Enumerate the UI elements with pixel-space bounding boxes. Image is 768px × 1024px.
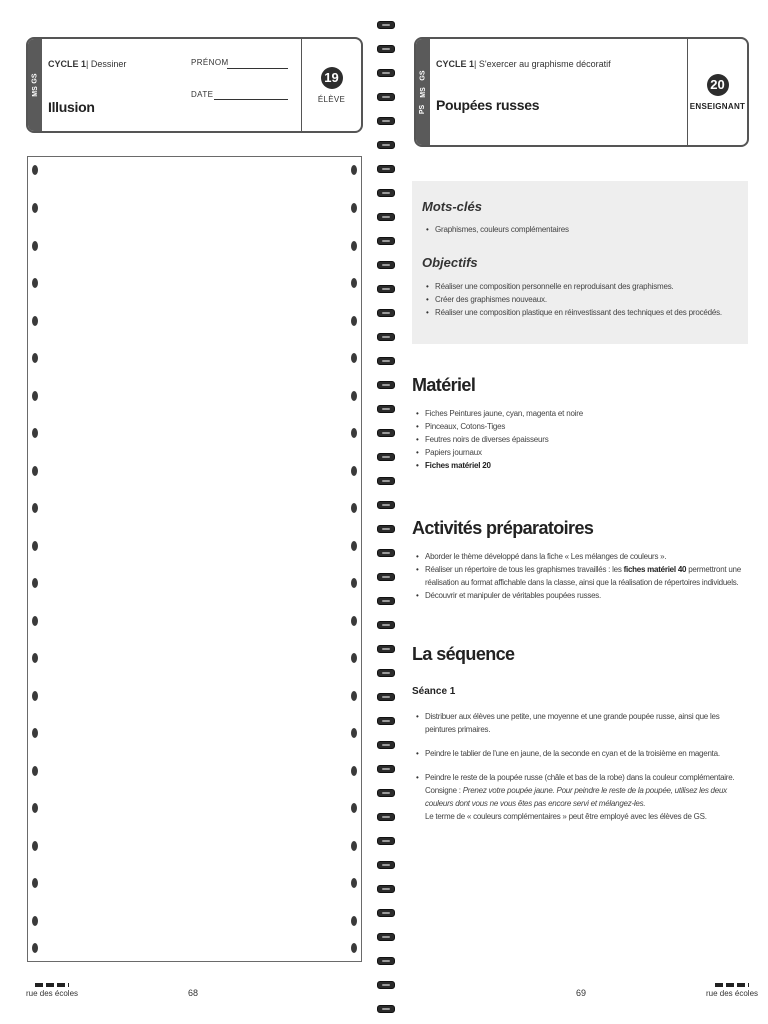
list-item: [416, 563, 746, 589]
preparatory-list: [416, 550, 746, 602]
spiral-ring: [377, 525, 395, 533]
sheet-number-cell: [687, 39, 747, 145]
sheet-number-badge: 20: [707, 74, 729, 96]
note-text: Le terme de « couleurs complémentaires » peut être employé avec les élèves de GS.: [425, 812, 707, 821]
punch-hole: [32, 241, 38, 251]
objectives-list: [426, 280, 722, 319]
level-label: GS: [31, 73, 39, 84]
punch-hole: [32, 578, 38, 588]
sequence-heading: La séquence: [412, 644, 515, 664]
right-header-card: [414, 37, 749, 147]
punch-hole: [32, 428, 38, 438]
punch-hole: [351, 616, 357, 626]
spiral-ring: [377, 573, 395, 581]
keywords-list: [426, 223, 569, 236]
objectives-heading: Objectifs: [422, 255, 478, 270]
bold-reference: fiches matériel 40: [623, 565, 687, 574]
sheet-number-badge: 19: [321, 67, 343, 89]
punch-hole: [351, 428, 357, 438]
spiral-ring: [377, 1005, 395, 1013]
punch-hole: [351, 241, 357, 251]
spiral-ring: [377, 741, 395, 749]
spiral-ring: [377, 549, 395, 557]
page-number: 69: [576, 988, 587, 998]
spiral-ring: [377, 333, 395, 341]
spiral-ring: [377, 381, 395, 389]
punch-hole: [351, 353, 357, 363]
spiral-ring: [377, 885, 395, 893]
list-item: • Réaliser une composition personnelle en reproduisant des graphismes.: [426, 280, 722, 293]
spiral-ring: [377, 165, 395, 173]
punch-hole: [32, 653, 38, 663]
punch-hole: [32, 841, 38, 851]
level-bar: [416, 39, 430, 145]
punch-hole: [351, 541, 357, 551]
punch-hole: [32, 691, 38, 701]
left-header-card: [26, 37, 363, 133]
spiral-ring: [377, 597, 395, 605]
spiral-ring: [377, 765, 395, 773]
punch-hole: [351, 165, 357, 175]
role-label: ÉLÈVE: [317, 94, 346, 104]
cycle-label: CYCLE 1: [436, 59, 475, 69]
punch-hole: [351, 578, 357, 588]
spiral-ring: [377, 429, 395, 437]
spiral-ring: [377, 69, 395, 77]
punch-hole: [351, 803, 357, 813]
level-label: MS: [419, 86, 427, 98]
punch-hole: [351, 653, 357, 663]
logo-mark: [35, 983, 69, 987]
drawing-area[interactable]: [27, 156, 362, 962]
cycle-line: [48, 59, 126, 69]
text-segment: permettront une réalisation au format affichable dans la classe, ainsi que la réalisation de répertoires individuels.: [425, 565, 741, 587]
punch-hole: [351, 203, 357, 213]
publisher-logo: [26, 983, 78, 998]
spiral-ring: [377, 981, 395, 989]
cycle-domain: | S'exercer au graphisme décoratif: [474, 59, 611, 69]
level-label: PS: [419, 104, 427, 114]
punch-hole: [32, 728, 38, 738]
level-bar: [28, 39, 42, 131]
punch-hole: [32, 316, 38, 326]
text-segment: Peindre le reste de la poupée russe (châle et bas de la robe) dans la couleur complémentaire.: [425, 773, 735, 782]
punch-hole: [32, 943, 38, 953]
spiral-ring: [377, 621, 395, 629]
punch-hole: [351, 728, 357, 738]
spiral-ring: [377, 21, 395, 29]
punch-hole: [32, 165, 38, 175]
date-field[interactable]: [214, 99, 288, 100]
spiral-ring: [377, 933, 395, 941]
left-page: [0, 0, 378, 1024]
level-label: MS: [31, 86, 39, 97]
punch-hole: [351, 466, 357, 476]
spiral-ring: [377, 405, 395, 413]
list-item: • Graphismes, couleurs complémentaires: [426, 223, 569, 236]
list-item: [416, 771, 746, 823]
spiral-ring: [377, 309, 395, 317]
spiral-ring: [377, 285, 395, 293]
punch-hole: [351, 316, 357, 326]
spiral-ring: [377, 453, 395, 461]
cycle-line: [436, 59, 611, 69]
punch-hole: [351, 841, 357, 851]
date-label: DATE: [191, 90, 214, 99]
spiral-ring: [377, 813, 395, 821]
punch-hole: [351, 943, 357, 953]
firstname-field[interactable]: [227, 68, 288, 69]
spiral-ring: [377, 717, 395, 725]
instruction-label: Consigne :: [425, 786, 463, 795]
keywords-objectives-box: [412, 181, 748, 344]
materials-list: [416, 407, 583, 472]
list-item: • Peindre le tablier de l'une en jaune, de la seconde en cyan et de la troisième en magenta.: [416, 747, 746, 760]
punch-hole: [32, 203, 38, 213]
spiral-ring: [377, 237, 395, 245]
cycle-domain: | Dessiner: [86, 59, 127, 69]
list-item: • Aborder le thème développé dans la fiche « Les mélanges de couleurs ».: [416, 550, 746, 563]
session-title: Séance 1: [412, 686, 456, 697]
spiral-ring: [377, 645, 395, 653]
list-item: • Distribuer aux élèves une petite, une moyenne et une grande poupée russe, ainsi que les peintures primaires.: [416, 710, 746, 736]
punch-hole: [32, 503, 38, 513]
punch-hole: [351, 391, 357, 401]
list-item: • Feutres noirs de diverses épaisseurs: [416, 433, 583, 446]
spiral-ring: [377, 261, 395, 269]
punch-hole: [351, 503, 357, 513]
spiral-ring: [377, 909, 395, 917]
spiral-ring: [377, 357, 395, 365]
right-page: [394, 0, 768, 1024]
list-item: • Fiches Peintures jaune, cyan, magenta et noire: [416, 407, 583, 420]
logo-mark: [715, 983, 749, 987]
list-item: • Pinceaux, Cotons-Tiges: [416, 420, 583, 433]
punch-hole: [32, 353, 38, 363]
punch-hole: [351, 878, 357, 888]
spiral-ring: [377, 669, 395, 677]
sheet-number-cell: [301, 39, 361, 131]
level-label: GS: [419, 69, 427, 81]
list-item: • Créer des graphismes nouveaux.: [426, 293, 722, 306]
keywords-heading: Mots-clés: [422, 199, 482, 214]
spiral-ring: [377, 117, 395, 125]
spiral-ring: [377, 477, 395, 485]
spiral-ring: [377, 861, 395, 869]
list-item: • Découvrir et manipuler de véritables poupées russes.: [416, 589, 746, 602]
punch-hole: [32, 466, 38, 476]
spiral-ring: [377, 93, 395, 101]
list-item: • Fiches matériel 20: [416, 459, 583, 472]
punch-hole: [32, 616, 38, 626]
spiral-ring: [377, 837, 395, 845]
spiral-ring: [377, 957, 395, 965]
firstname-label: PRÉNOM: [191, 58, 229, 67]
punch-hole: [32, 878, 38, 888]
punch-hole: [32, 278, 38, 288]
spiral-ring: [377, 693, 395, 701]
punch-hole: [32, 541, 38, 551]
sheet-title: Poupées russes: [436, 97, 540, 113]
publisher-logo: [706, 983, 758, 998]
text-segment: Réaliser un répertoire de tous les graphismes travaillés : les: [425, 565, 624, 574]
spiral-ring: [377, 141, 395, 149]
punch-hole: [32, 916, 38, 926]
punch-hole: [351, 278, 357, 288]
spiral-ring: [377, 213, 395, 221]
punch-hole: [32, 391, 38, 401]
role-label: ENSEIGNANT: [689, 101, 746, 111]
punch-hole: [32, 803, 38, 813]
spiral-ring: [377, 501, 395, 509]
page-number: 68: [188, 988, 199, 998]
preparatory-heading: Activités préparatoires: [412, 518, 594, 538]
list-item: • Réaliser une composition plastique en réinvestissant des techniques et des procédés.: [426, 306, 722, 319]
punch-hole: [351, 766, 357, 776]
punch-hole: [351, 691, 357, 701]
instruction-text: Prenez votre poupée jaune. Pour peindre le reste de la poupée, utilisez les deux couleurs dont vous ne vous êtes pas encore servi et mélangez-les.: [425, 786, 727, 808]
publisher-name: rue des écoles: [26, 989, 79, 998]
cycle-label: CYCLE 1: [48, 59, 87, 69]
sequence-list: [416, 710, 746, 823]
spiral-ring: [377, 789, 395, 797]
spiral-ring: [377, 189, 395, 197]
spiral-ring: [377, 45, 395, 53]
punch-hole: [32, 766, 38, 776]
publisher-name: rue des écoles: [706, 989, 759, 998]
punch-hole: [351, 916, 357, 926]
sheet-title: Illusion: [48, 99, 95, 115]
materials-heading: Matériel: [412, 375, 476, 395]
list-item: • Papiers journaux: [416, 446, 583, 459]
